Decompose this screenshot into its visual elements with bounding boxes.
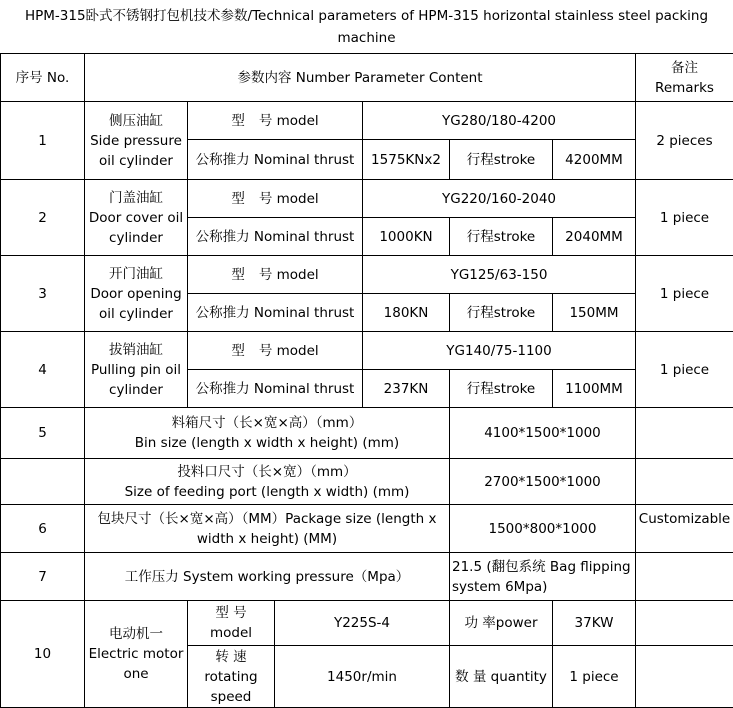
component-name: [85, 256, 188, 332]
model-label-cn: 型: [231, 113, 245, 129]
working-pressure-value: 21.5 (翻包系统 Bag flipping system 6Mpa): [450, 553, 636, 601]
row-number: 10: [1, 601, 85, 708]
component-name: [85, 601, 188, 708]
model-label: [188, 256, 363, 294]
thrust-label: 公称推力 Nominal thrust: [188, 140, 363, 180]
thrust-label: 公称推力 Nominal thrust: [188, 294, 363, 332]
model-label-cn: 号: [259, 191, 273, 207]
motor-model-label-en: model: [190, 623, 272, 643]
model-label-cn: 号: [259, 113, 273, 129]
remark: 2 pieces: [636, 102, 733, 180]
stroke-label: [450, 140, 553, 180]
model-label-cn: 号: [259, 343, 273, 359]
model-label: [188, 180, 363, 218]
bin-size-label-en: Bin size (length x width x height) (mm): [87, 433, 447, 453]
component-name: [85, 180, 188, 256]
model-value: YG220/160-2040: [363, 180, 636, 218]
table-row: [1, 408, 733, 459]
thrust-label: 公称推力 Nominal thrust: [188, 218, 363, 256]
motor-model-label: [188, 601, 275, 646]
bin-size-label-cn: 料箱尺寸（长×宽×高）（mm）: [87, 413, 447, 433]
speed-label-en: speed: [190, 687, 272, 707]
model-label-cn: 型: [231, 191, 245, 207]
row-number: [1, 459, 85, 505]
model-label-en: model: [277, 267, 319, 283]
remark: Customizable: [636, 505, 733, 553]
document-title: HPM-315卧式不锈钢打包机技术参数/Technical parameters of HPM-315 horizontal stainless steel packing machine: [0, 0, 733, 53]
table-row: [1, 180, 733, 218]
row-number: 6: [1, 505, 85, 553]
stroke-label-en: stroke: [494, 305, 535, 321]
bin-size-value: 4100*1500*1000: [450, 408, 636, 459]
stroke-label-en: stroke: [494, 229, 535, 245]
working-pressure-label: 工作压力 System working pressure（Mpa）: [85, 553, 450, 601]
thrust-label: 公称推力 Nominal thrust: [188, 370, 363, 408]
motor-model-label-cn: 型 号: [190, 603, 272, 623]
component-name-cn: 侧压油缸: [87, 111, 185, 131]
feeding-port-label: [85, 459, 450, 505]
table-row: [1, 505, 733, 553]
header-no: 序号 No.: [1, 54, 85, 102]
stroke-label-cn: 行程: [467, 152, 494, 168]
motor-model-value: Y225S-4: [275, 601, 450, 646]
component-name-en: Pulling pin oil: [87, 360, 185, 380]
model-label-cn: 型: [231, 267, 245, 283]
row-number: 7: [1, 553, 85, 601]
remark: 1 piece: [636, 256, 733, 332]
component-name: [85, 102, 188, 180]
model-label-en: model: [277, 113, 319, 129]
remark: [636, 408, 733, 459]
component-name: [85, 332, 188, 408]
stroke-label-cn: 行程: [467, 229, 494, 245]
parameters-table: [0, 53, 733, 708]
bin-size-label: [85, 408, 450, 459]
row-number: 1: [1, 102, 85, 180]
feeding-port-label-cn: 投料口尺寸（长×宽）（mm）: [87, 462, 447, 482]
model-label-en: model: [277, 191, 319, 207]
table-row: [1, 256, 733, 294]
feeding-port-value: 2700*1500*1000: [450, 459, 636, 505]
component-name-en: oil cylinder: [87, 304, 185, 324]
remark: [636, 553, 733, 601]
speed-label-cn: 转 速: [190, 647, 272, 667]
quantity-value: 1 piece: [553, 646, 636, 708]
stroke-value: 150MM: [553, 294, 636, 332]
remark: [636, 601, 733, 646]
remark: 1 piece: [636, 180, 733, 256]
feeding-port-label-en: Size of feeding port (length x width) (mm): [87, 482, 447, 502]
component-name-en: Door opening: [87, 284, 185, 304]
header-remarks-cn: 备注: [638, 58, 731, 78]
row-number: 4: [1, 332, 85, 408]
table-row: [1, 553, 733, 601]
table-row: [1, 601, 733, 646]
quantity-label: 数 量 quantity: [450, 646, 553, 708]
model-label-en: model: [277, 343, 319, 359]
package-size-label: 包块尺寸（长×宽×高）（MM）Package size (length x width x height) (MM): [85, 505, 450, 553]
stroke-label: [450, 294, 553, 332]
table-row: [1, 332, 733, 370]
table-row: [1, 102, 733, 140]
model-label: [188, 102, 363, 140]
component-name-en: one: [87, 664, 185, 684]
speed-label-en: rotating: [190, 667, 272, 687]
stroke-label: [450, 370, 553, 408]
stroke-value: 2040MM: [553, 218, 636, 256]
thrust-value: 1000KN: [363, 218, 450, 256]
header-remarks: [636, 54, 733, 102]
row-number: 3: [1, 256, 85, 332]
header-row: [1, 54, 733, 102]
speed-label: [188, 646, 275, 708]
stroke-label: [450, 218, 553, 256]
component-name-en: Side pressure: [87, 131, 185, 151]
header-remarks-en: Remarks: [638, 78, 731, 98]
power-value: 37KW: [553, 601, 636, 646]
power-label: 功 率power: [450, 601, 553, 646]
component-name-en: Door cover oil: [87, 208, 185, 228]
model-value: YG125/63-150: [363, 256, 636, 294]
stroke-label-en: stroke: [494, 152, 535, 168]
component-name-en: cylinder: [87, 228, 185, 248]
component-name-cn: 门盖油缸: [87, 188, 185, 208]
model-value: YG140/75-1100: [363, 332, 636, 370]
speed-value: 1450r/min: [275, 646, 450, 708]
remark: 1 piece: [636, 332, 733, 408]
component-name-en: oil cylinder: [87, 151, 185, 171]
remark: [636, 646, 733, 708]
header-content: 参数内容 Number Parameter Content: [85, 54, 636, 102]
component-name-en: Electric motor: [87, 644, 185, 664]
component-name-cn: 拔销油缸: [87, 340, 185, 360]
model-label-cn: 型: [231, 343, 245, 359]
row-number: 5: [1, 408, 85, 459]
remark: [636, 459, 733, 505]
model-value: YG280/180-4200: [363, 102, 636, 140]
stroke-value: 4200MM: [553, 140, 636, 180]
component-name-cn: 电动机一: [87, 624, 185, 644]
stroke-label-cn: 行程: [467, 381, 494, 397]
stroke-label-en: stroke: [494, 381, 535, 397]
component-name-cn: 开门油缸: [87, 264, 185, 284]
model-label-cn: 号: [259, 267, 273, 283]
thrust-value: 237KN: [363, 370, 450, 408]
package-size-value: 1500*800*1000: [450, 505, 636, 553]
component-name-en: cylinder: [87, 380, 185, 400]
row-number: 2: [1, 180, 85, 256]
stroke-value: 1100MM: [553, 370, 636, 408]
thrust-value: 1575KNx2: [363, 140, 450, 180]
model-label: [188, 332, 363, 370]
stroke-label-cn: 行程: [467, 305, 494, 321]
thrust-value: 180KN: [363, 294, 450, 332]
table-row: [1, 459, 733, 505]
